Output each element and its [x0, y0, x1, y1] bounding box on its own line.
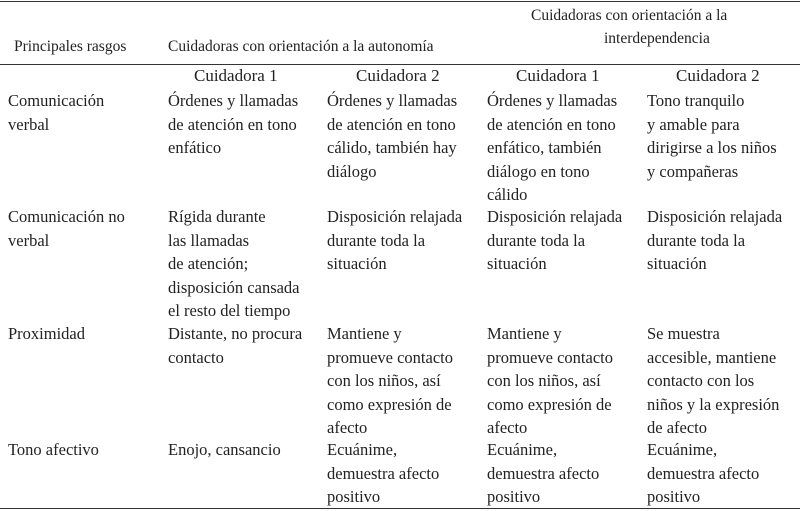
cell-line: Distante, no procura	[168, 324, 303, 343]
cell-line: Tono tranquilo	[647, 91, 745, 110]
row-label-line: Proximidad	[8, 324, 85, 343]
column-header-cuidadora-1-interdependence: Cuidadora 1	[516, 66, 600, 85]
cell-line: Se muestra	[647, 324, 720, 343]
cell-line: contacto	[168, 347, 224, 367]
table-header-rule	[0, 64, 800, 65]
cell-line: las llamadas	[168, 230, 250, 250]
cell-line: positivo	[647, 487, 701, 506]
cell-line: el resto del tiempo	[168, 301, 291, 320]
table-cell	[647, 438, 759, 509]
cell-line: dirigirse a los niños	[647, 138, 777, 157]
cell-line: de atención;	[168, 254, 249, 273]
row-label-tono-afectivo	[8, 438, 99, 462]
cell-line: Rígida durante	[168, 207, 266, 226]
cell-line: de atención en tono	[487, 114, 616, 134]
cell-line: Mantiene y	[487, 324, 562, 343]
cell-line: Disposición relajada	[487, 207, 623, 226]
cell-line: demuestra afecto	[647, 463, 760, 483]
cell-line: durante toda la	[647, 230, 746, 250]
table-top-rule	[0, 1, 800, 2]
cell-line: accesible, mantiene	[647, 347, 777, 367]
cell-line: afecto	[327, 418, 368, 437]
cell-line: como expresión de	[487, 394, 612, 414]
cell-line: positivo	[327, 487, 381, 506]
column-header-rasgos: Principales rasgos	[14, 38, 127, 55]
row-label-line: verbal	[8, 114, 50, 134]
cell-line: durante toda la	[487, 230, 586, 250]
cell-line: demuestra afecto	[327, 463, 440, 483]
table-cell	[327, 322, 453, 440]
cell-line: cálido, también hay	[327, 138, 457, 157]
cell-line: diálogo	[327, 161, 377, 181]
row-label-line: Tono afectivo	[8, 440, 99, 459]
cell-line: enfático	[168, 138, 222, 157]
cell-line: de afecto	[647, 418, 707, 437]
cell-line: promueve contacto	[487, 347, 613, 367]
cell-line: durante toda la	[327, 230, 426, 250]
cell-line: cálido	[487, 185, 528, 204]
table-cell	[647, 89, 777, 183]
cell-line: Órdenes y llamadas	[327, 91, 458, 110]
cell-line: de atención en tono	[168, 114, 297, 134]
table-cell	[168, 322, 302, 369]
cell-line: Ecuánime,	[487, 440, 558, 459]
cell-line: promueve contacto	[327, 347, 453, 367]
cell-line: Órdenes y llamadas	[487, 91, 618, 110]
cell-line: situación	[647, 254, 707, 273]
cell-line: Órdenes y llamadas	[168, 91, 299, 110]
cell-line: Disposición relajada	[647, 207, 783, 226]
table-cell	[487, 205, 622, 276]
table-cell	[168, 438, 281, 462]
table-cell	[168, 89, 298, 160]
cell-line: afecto	[487, 418, 528, 437]
cell-line: y amable para	[647, 114, 740, 134]
cell-line: y compañeras	[647, 161, 739, 181]
table-cell	[487, 322, 613, 440]
cell-line: diálogo en tono	[487, 161, 590, 181]
table-cell	[327, 438, 439, 509]
cell-line: situación	[487, 254, 547, 273]
row-label-comunicacion-no-verbal	[8, 205, 125, 252]
cell-line: enfático, también	[487, 138, 602, 157]
row-label-comunicacion-verbal	[8, 89, 104, 136]
group-header-interdependence-line2: interdependencia	[604, 30, 710, 47]
table-cell	[487, 438, 599, 509]
cell-line: Ecuánime,	[327, 440, 398, 459]
table-cell	[168, 205, 300, 323]
cell-line: disposición cansada	[168, 277, 300, 297]
cell-line: con los niños, así	[327, 371, 441, 390]
cell-line: contacto con los	[647, 371, 755, 390]
cell-line: Ecuánime,	[647, 440, 718, 459]
cell-line: niños y la expresión	[647, 394, 780, 414]
row-label-line: Comunicación	[8, 91, 105, 110]
cell-line: Mantiene y	[327, 324, 402, 343]
cell-line: situación	[327, 254, 387, 273]
cell-line: con los niños, así	[487, 371, 601, 390]
group-header-autonomy: Cuidadoras con orientación a la autonomía	[168, 38, 434, 55]
table-cell	[647, 322, 779, 440]
cell-line: demuestra afecto	[487, 463, 600, 483]
cell-line: de atención en tono	[327, 114, 456, 134]
row-label-proximidad	[8, 322, 85, 346]
table-cell	[487, 89, 617, 207]
row-label-line: verbal	[8, 230, 50, 250]
table-cell	[647, 205, 782, 276]
cell-line: Enojo, cansancio	[168, 440, 281, 459]
cell-line: Disposición relajada	[327, 207, 463, 226]
group-header-interdependence-line1: Cuidadoras con orientación a la	[531, 7, 728, 24]
column-header-cuidadora-2-interdependence: Cuidadora 2	[676, 66, 760, 85]
table-cell	[327, 205, 462, 276]
row-label-line: Comunicación no	[8, 207, 125, 226]
column-header-cuidadora-2-autonomy: Cuidadora 2	[356, 66, 440, 85]
cell-line: positivo	[487, 487, 541, 506]
table-cell	[327, 89, 457, 183]
column-header-cuidadora-1-autonomy: Cuidadora 1	[194, 66, 278, 85]
cell-line: como expresión de	[327, 394, 452, 414]
